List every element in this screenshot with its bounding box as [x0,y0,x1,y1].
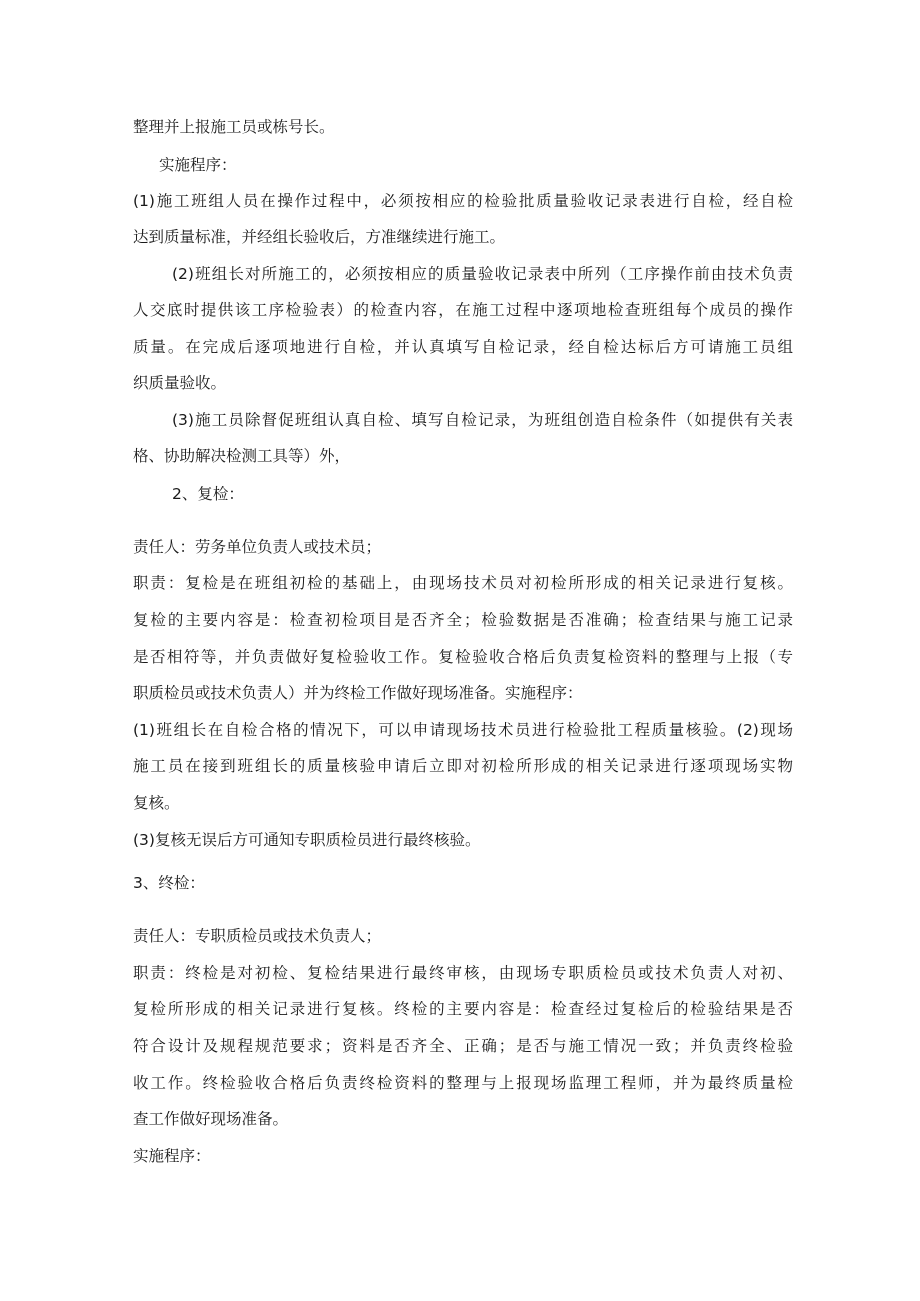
text-line: 收工作。终检验收合格后负责终检资料的整理与上报现场监理工程师，并为最终质量检 [133,1074,793,1092]
section-heading: 3、终检： [133,874,205,892]
section-heading: 2、复检： [172,485,244,503]
text-line: 复检的主要内容是：检查初检项目是否齐全；检验数据是否准确；检查结果与施工记录 [133,611,793,629]
text-line: (3)施工员除督促班组认真自检、填写自检记录，为班组创造自检条件（如提供有关表 [172,411,793,429]
text-line: 是否相符等，并负责做好复检验收工作。复检验收合格后负责复检资料的整理与上报（专 [133,648,793,666]
text-line: 职责：复检是在班组初检的基础上，由现场技术员对初检所形成的相关记录进行复核。 [133,574,793,592]
text-line: 责任人：劳务单位负责人或技术员； [133,538,382,556]
text-line: 整理并上报施工员或栋号长。 [133,118,335,136]
text-line: (2)班组长对所施工的，必须按相应的质量验收记录表中所列（工序操作前由技术负责 [172,265,793,283]
text-line: 复核。 [133,794,180,812]
text-line: 实施程序： [133,1147,211,1165]
text-line: 达到质量标准，并经组长验收后，方准继续进行施工。 [133,228,506,246]
text-line: (1)班组长在自检合格的情况下，可以申请现场技术员进行检验批工程质量核验。(2)现场 [133,721,793,739]
text-line: 责任人：专职质检员或技术负责人； [133,927,382,945]
text-line: 查工作做好现场准备。 [133,1110,289,1128]
text-line: 复检所形成的相关记录进行复核。终检的主要内容是：检查经过复检后的检验结果是否 [133,1000,793,1018]
text-line: 职责：终检是对初检、复检结果进行最终审核，由现场专职质检员或技术负责人对初、 [133,964,793,982]
text-line: (3)复核无误后方可通知专职质检员进行最终核验。 [133,831,481,849]
text-line: 实施程序： [159,156,237,174]
text-line: 施工员在接到班组长的质量核验申请后立即对初检所形成的相关记录进行逐项现场实物 [133,757,793,775]
text-line: 织质量验收。 [133,374,227,392]
text-line: 符合设计及规程规范要求；资料是否齐全、正确；是否与施工情况一致；并负责终检验 [133,1037,793,1055]
text-line: 格、协助解决检测工具等）外， [133,447,351,465]
text-line: (1)施工班组人员在操作过程中，必须按相应的检验批质量验收记录表进行自检，经自检 [133,192,793,210]
text-line: 质量。在完成后逐项地进行自检，并认真填写自检记录，经自检达标后方可请施工员组 [133,338,793,356]
text-line: 职质检员或技术负责人）并为终检工作做好现场准备。实施程序： [133,684,583,702]
text-line: 人交底时提供该工序检验表）的检查内容，在施工过程中逐项地检查班组每个成员的操作 [133,301,793,319]
